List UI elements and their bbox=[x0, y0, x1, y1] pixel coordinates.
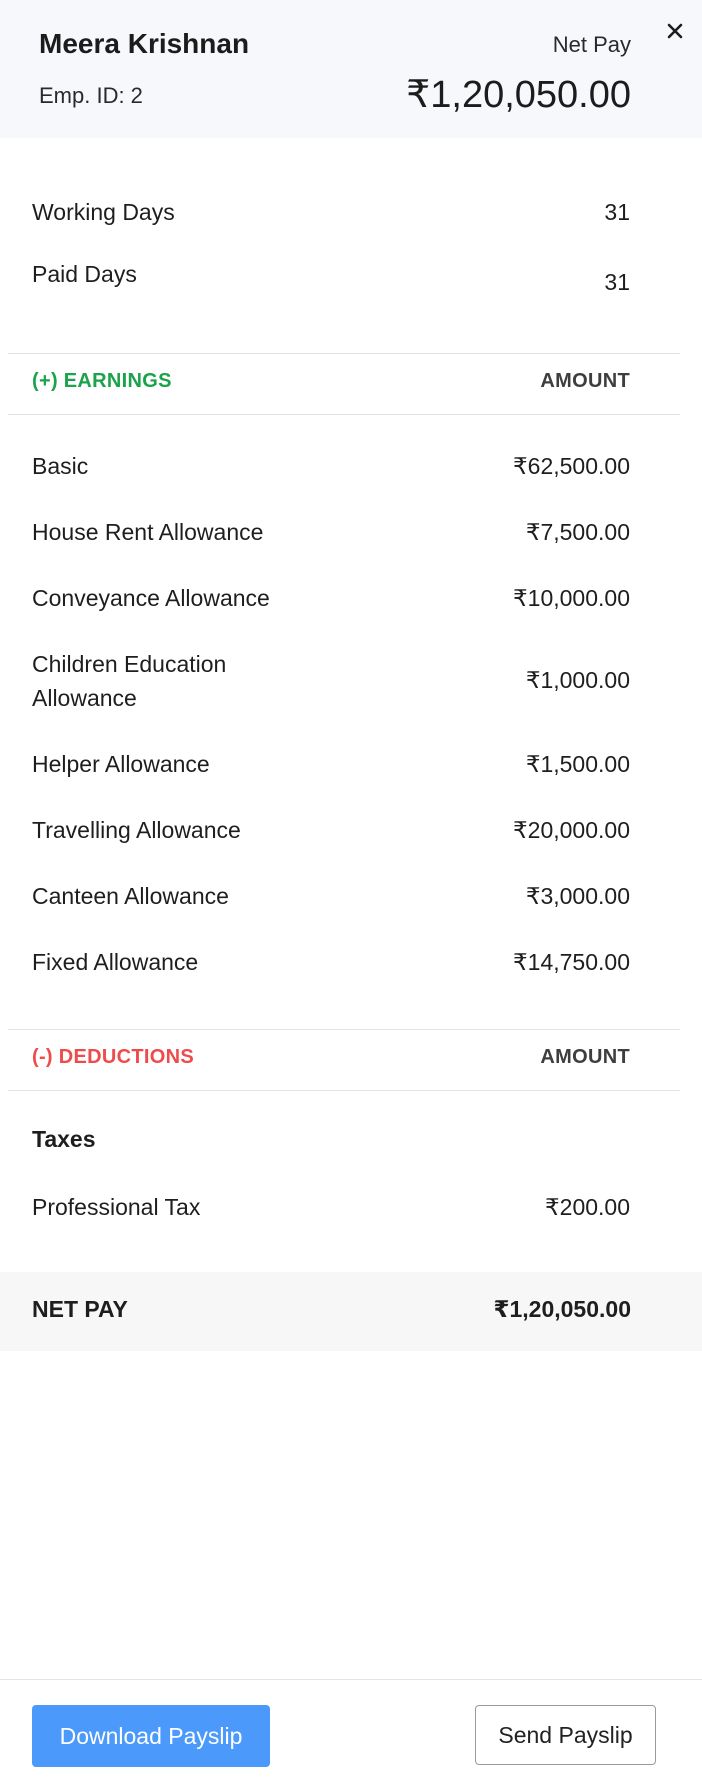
send-payslip-button[interactable]: Send Payslip bbox=[475, 1705, 656, 1765]
earnings-amount-header: AMOUNT bbox=[540, 370, 630, 392]
divider bbox=[8, 1090, 680, 1091]
earnings-header bbox=[32, 370, 630, 400]
earning-label: Basic bbox=[32, 453, 89, 479]
earning-label: Helper Allowance bbox=[32, 751, 210, 777]
earning-row-children-education bbox=[32, 647, 630, 715]
divider bbox=[8, 353, 680, 354]
net-pay-summary-amount: ₹1,20,050.00 bbox=[493, 1296, 631, 1322]
net-pay-label: Net Pay bbox=[552, 32, 631, 57]
payslip-header bbox=[0, 0, 702, 138]
net-pay-amount: ₹1,20,050.00 bbox=[406, 74, 631, 116]
footer-divider bbox=[0, 1679, 702, 1680]
earning-label: House Rent Allowance bbox=[32, 519, 264, 545]
download-payslip-button[interactable]: Download Payslip bbox=[32, 1705, 270, 1767]
net-pay-summary-label: NET PAY bbox=[32, 1296, 128, 1322]
deduction-label: Professional Tax bbox=[32, 1194, 201, 1220]
paid-days-value: 31 bbox=[604, 269, 630, 295]
earning-label: Travelling Allowance bbox=[32, 817, 241, 843]
deductions-header bbox=[32, 1046, 630, 1076]
earnings-title: (+) EARNINGS bbox=[32, 370, 172, 392]
earning-amount: ₹1,000.00 bbox=[525, 667, 630, 693]
earning-label: Canteen Allowance bbox=[32, 883, 229, 909]
earning-label: Fixed Allowance bbox=[32, 949, 199, 975]
working-days-label: Working Days bbox=[32, 199, 175, 225]
earning-amount: ₹3,000.00 bbox=[525, 883, 630, 909]
earning-label: Children Education Allowance bbox=[32, 651, 227, 711]
deduction-amount: ₹200.00 bbox=[545, 1194, 630, 1220]
earning-amount: ₹14,750.00 bbox=[513, 949, 630, 975]
paid-days-label: Paid Days bbox=[32, 261, 137, 287]
deductions-title: (-) DEDUCTIONS bbox=[32, 1046, 194, 1068]
net-pay-summary bbox=[0, 1272, 702, 1351]
earning-amount: ₹62,500.00 bbox=[513, 453, 630, 479]
close-button[interactable] bbox=[660, 16, 690, 46]
divider bbox=[8, 1029, 680, 1030]
divider bbox=[8, 414, 680, 415]
employee-name: Meera Krishnan bbox=[39, 28, 250, 59]
taxes-group-title: Taxes bbox=[32, 1126, 96, 1152]
earning-label: Conveyance Allowance bbox=[32, 585, 270, 611]
earning-amount: ₹1,500.00 bbox=[525, 751, 630, 777]
earning-amount: ₹7,500.00 bbox=[525, 519, 630, 545]
earning-amount: ₹20,000.00 bbox=[513, 817, 630, 843]
employee-id: Emp. ID: 2 bbox=[39, 83, 143, 108]
close-icon bbox=[667, 23, 683, 39]
working-days-value: 31 bbox=[604, 199, 630, 225]
earning-amount: ₹10,000.00 bbox=[513, 585, 630, 611]
deductions-amount-header: AMOUNT bbox=[540, 1046, 630, 1068]
